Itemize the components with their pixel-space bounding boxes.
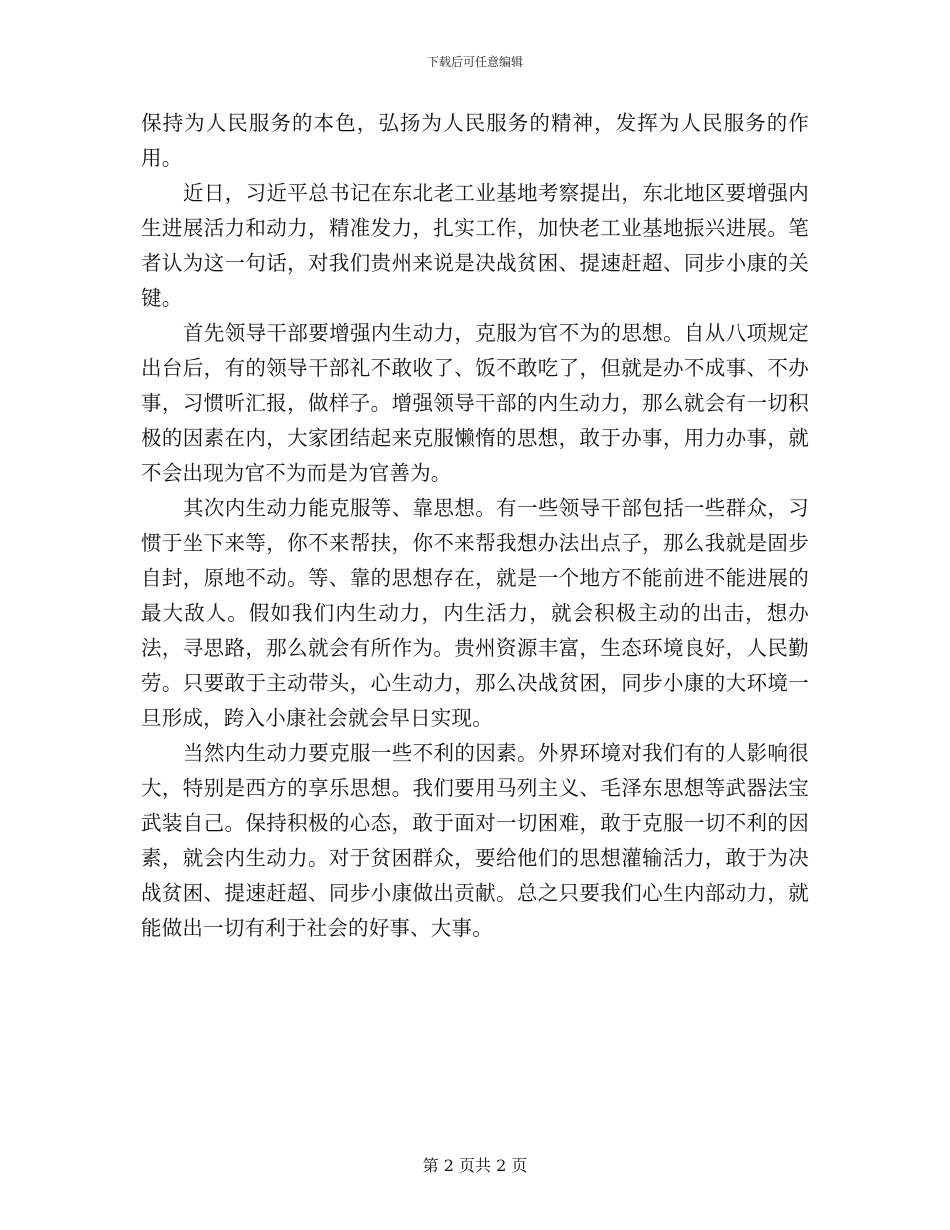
page-header: 下载后可任意编辑	[426, 55, 523, 69]
paragraph-second-point: 其次内生动力能克服等、靠思想。有一些领导干部包括一些群众，习惯于坐下来等，你不来帮扶，你不来帮我想办法出点子，那么我就是固步自封，原地不动。等、靠的思想存在，就是一个地方不能前进不能进展的最大敌人。假如我们内生动力，内生活力，就会积极主动的出击，想办法，寻思路，那么就会有所作为。贵州资源丰富，生态环境良好，人民勤劳。只要敢于主动带头，心生动力，那么决战贫困，同步小康的大环境一旦形成，跨入小康社会就会早日实现。	[141, 496, 809, 730]
paragraph-first-point: 首先领导干部要增强内生动力，克服为官不为的思想。自从八项规定出台后，有的领导干部礼不敢收了、饭不敢吃了，但就是办不成事、不办事，习惯听汇报，做样子。增强领导干部的内生动力，那么就会有一切积极的因素在内，大家团结起来克服懒惰的思想，敢于办事，用力办事，就不会出现为官不为而是为官善为。	[141, 321, 809, 485]
page-footer: 第 2 页共 2 页	[422, 1156, 528, 1175]
document-body	[141, 106, 809, 946]
paragraph-third-point: 当然内生动力要克服一些不利的因素。外界环境对我们有的人影响很大，特别是西方的享乐思想。我们要用马列主义、毛泽东思想等武器法宝武装自己。保持积极的心态，敢于面对一切困难，敢于克服一切不利的因素，就会内生动力。对于贫困群众，要给他们的思想灌输活力，敢于为决战贫困、提速赶超、同步小康做出贡献。总之只要我们心生内部动力，就能做出一切有利于社会的好事、大事。	[141, 741, 809, 940]
paragraph-continuation: 保持为人民服务的本色，弘扬为人民服务的精神，发挥为人民服务的作用。	[141, 111, 809, 170]
paragraph-introduction: 近日，习近平总书记在东北老工业基地考察提出，东北地区要增强内生进展活力和动力，精准发力，扎实工作，加快老工业基地振兴进展。笔者认为这一句话，对我们贵州来说是决战贫困、提速赶超、同步小康的关键。	[141, 181, 809, 310]
